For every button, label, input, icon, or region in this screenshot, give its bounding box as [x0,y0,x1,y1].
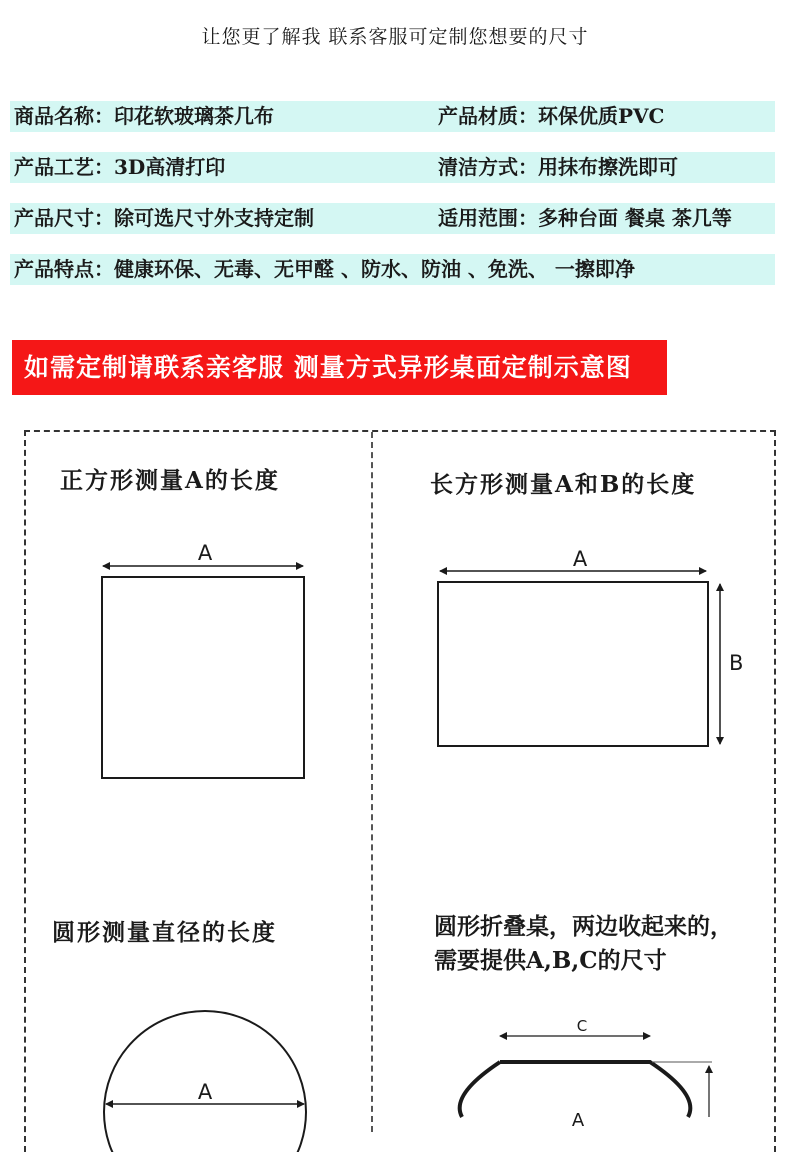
square-label-a: A [197,541,213,565]
rectangle-title: 长方形测量A和B的长度 [430,471,697,498]
square-diagram [102,541,304,778]
folding-label-a: A [571,1110,585,1131]
circle-label-a: A [197,1080,213,1104]
square-shape [102,577,304,778]
folding-diagram [460,1017,712,1131]
spec-usage: 适用范围：多种台面 餐桌 茶几等 [438,206,732,230]
folding-label-c: C [576,1017,588,1035]
square-title: 正方形测量A的长度 [60,467,280,494]
spec-features: 产品特点：健康环保、无毒、无甲醛 、防水、防油 、免洗、 一擦即净 [14,257,635,281]
circle-title: 圆形测量直径的长度 [52,919,277,946]
top-note: 让您更了解我 联系客服可定制您想要的尺寸 [201,26,589,48]
rectangle-label-b: B [729,651,744,675]
folding-shape [460,1062,691,1117]
spec-cleaning: 清洁方式：用抹布擦洗即可 [438,155,678,179]
spec-process: 产品工艺：3D高清打印 [14,155,226,179]
spec-size: 产品尺寸：除可选尺寸外支持定制 [14,206,314,230]
rectangle-label-a: A [572,547,588,571]
folding-title: 圆形折叠桌，两边收起来的， 需要提供A,B,C的尺寸 [434,913,733,974]
spec-product-name: 商品名称：印花软玻璃茶几布 [14,104,274,128]
rectangle-shape [438,582,708,746]
custom-banner: 如需定制请联系亲客服 测量方式异形桌面定制示意图 [12,340,667,395]
rectangle-diagram [438,547,743,746]
spec-material: 产品材质：环保优质PVC [438,104,665,128]
